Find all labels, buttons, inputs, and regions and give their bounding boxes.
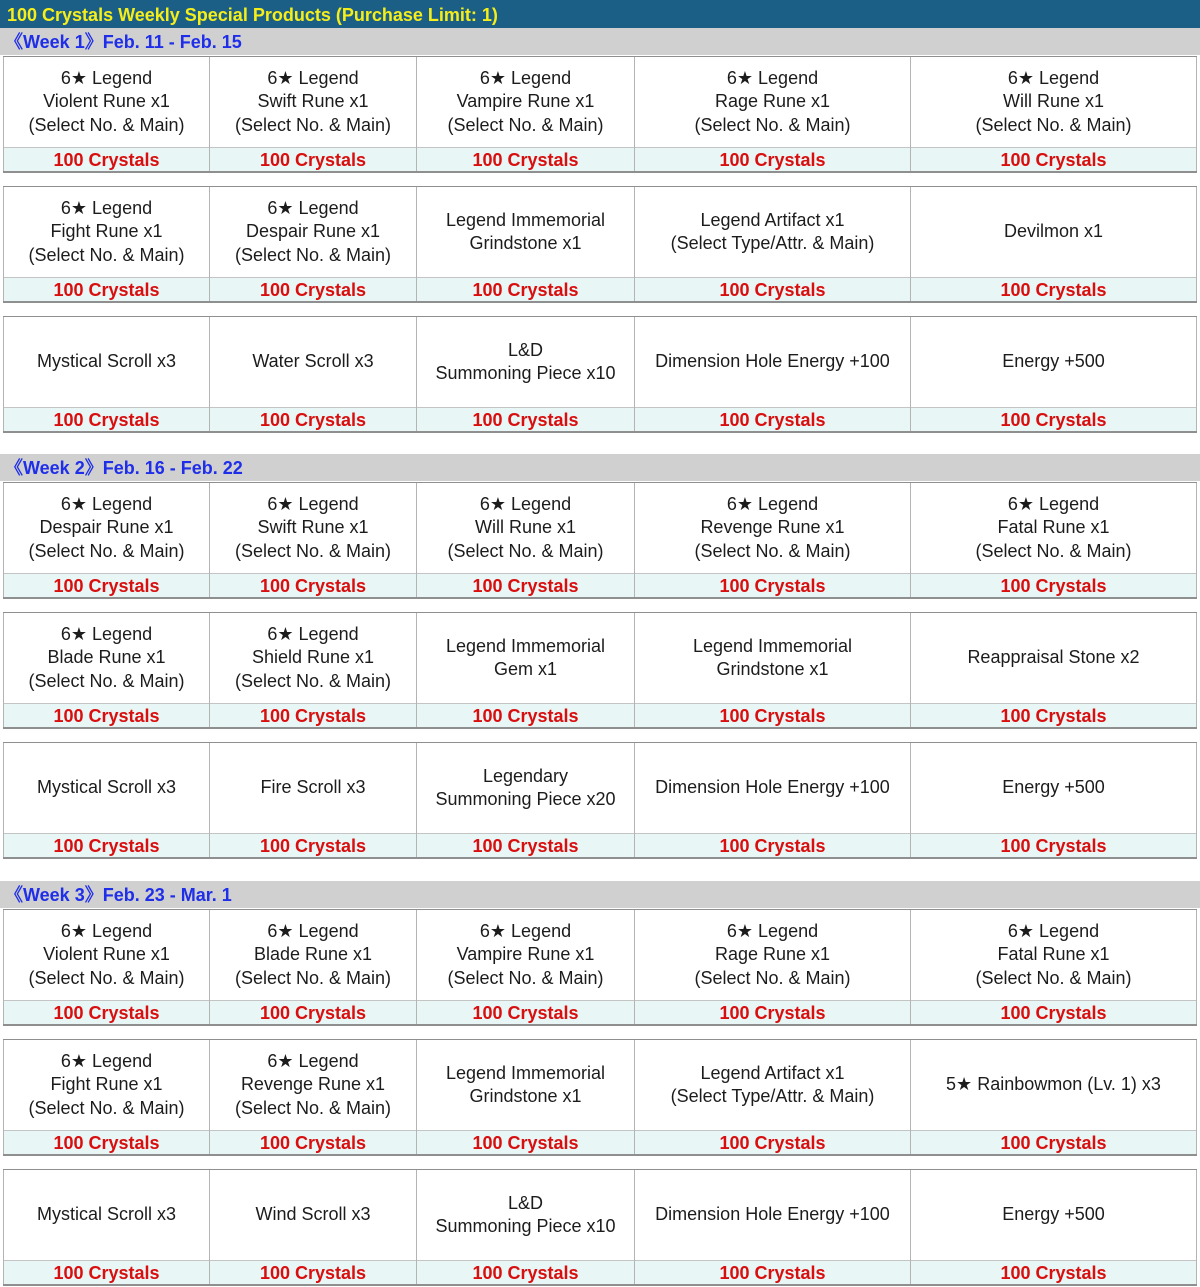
- product-row: [3, 1169, 1197, 1286]
- product-price: 100 Crystals: [635, 833, 910, 857]
- product-name: Mystical Scroll x3: [36, 1204, 177, 1225]
- product-name: Legend Artifact x1 (Select Type/Attr. & Main): [670, 209, 875, 253]
- product-cell: [635, 187, 911, 301]
- product-price: 100 Crystals: [911, 277, 1196, 301]
- product-name: Water Scroll x3: [252, 351, 374, 372]
- product-cell: [3, 317, 210, 431]
- product-cell: [3, 1040, 210, 1154]
- week-header: 《Week 1》Feb. 11 - Feb. 15: [0, 28, 1200, 55]
- product-price: 100 Crystals: [210, 573, 416, 597]
- product-name: 6★ Legend Blade Rune x1 (Select No. & Main): [28, 623, 185, 691]
- product-name: 6★ Legend Fatal Rune x1 (Select No. & Main): [975, 920, 1132, 988]
- product-name: L&D Summoning Piece x10: [435, 339, 616, 383]
- product-cell: [635, 743, 911, 857]
- product-name: 6★ Legend Despair Rune x1 (Select No. & Main): [28, 493, 185, 561]
- product-cell: [210, 317, 417, 431]
- product-name: Reappraisal Stone x2: [967, 647, 1140, 668]
- product-cell: [911, 1170, 1197, 1284]
- product-cell: [210, 187, 417, 301]
- product-name: Dimension Hole Energy +100: [655, 777, 890, 798]
- product-name: 6★ Legend Swift Rune x1 (Select No. & Main): [234, 493, 392, 561]
- product-name: Energy +500: [1002, 1204, 1105, 1225]
- product-price: 100 Crystals: [911, 1130, 1196, 1154]
- product-price: 100 Crystals: [635, 1000, 910, 1024]
- product-price: 100 Crystals: [911, 1260, 1196, 1284]
- product-cell: [3, 57, 210, 171]
- product-cell: [210, 1040, 417, 1154]
- product-name: Dimension Hole Energy +100: [655, 1204, 890, 1225]
- product-name: Legend Immemorial Grindstone x1: [692, 635, 853, 679]
- product-price: 100 Crystals: [417, 573, 634, 597]
- product-price: 100 Crystals: [4, 1260, 209, 1284]
- product-price: 100 Crystals: [4, 1000, 209, 1024]
- product-name: 6★ Legend Revenge Rune x1 (Select No. & Main): [234, 1050, 392, 1118]
- product-price: 100 Crystals: [911, 147, 1196, 171]
- product-name: 6★ Legend Rage Rune x1 (Select No. & Main): [694, 67, 851, 135]
- product-name: 6★ Legend Rage Rune x1 (Select No. & Main): [694, 920, 851, 988]
- product-price: 100 Crystals: [210, 833, 416, 857]
- product-price: 100 Crystals: [635, 1130, 910, 1154]
- product-price: 100 Crystals: [635, 277, 910, 301]
- product-row: [3, 742, 1197, 859]
- product-price: 100 Crystals: [210, 703, 416, 727]
- product-price: 100 Crystals: [417, 833, 634, 857]
- product-cell: [3, 910, 210, 1024]
- product-price: 100 Crystals: [210, 1130, 416, 1154]
- product-cell: [210, 910, 417, 1024]
- product-cell: [635, 910, 911, 1024]
- product-name: Fire Scroll x3: [260, 777, 366, 798]
- product-name: 6★ Legend Despair Rune x1 (Select No. & Main): [234, 197, 392, 265]
- product-price: 100 Crystals: [417, 1130, 634, 1154]
- product-price: 100 Crystals: [635, 147, 910, 171]
- product-price: 100 Crystals: [417, 1000, 634, 1024]
- product-cell: [911, 1040, 1197, 1154]
- product-price: 100 Crystals: [417, 407, 634, 431]
- product-price: 100 Crystals: [4, 1130, 209, 1154]
- product-name: 6★ Legend Blade Rune x1 (Select No. & Main): [234, 920, 392, 988]
- product-name: 6★ Legend Violent Rune x1 (Select No. & Main): [28, 920, 185, 988]
- product-name: L&D Summoning Piece x10: [435, 1192, 616, 1236]
- product-name: 6★ Legend Will Rune x1 (Select No. & Main): [975, 67, 1132, 135]
- product-name: Wind Scroll x3: [255, 1204, 371, 1225]
- product-cell: [911, 613, 1197, 727]
- week-header: 《Week 2》Feb. 16 - Feb. 22: [0, 454, 1200, 481]
- product-cell: [417, 317, 635, 431]
- product-price: 100 Crystals: [4, 147, 209, 171]
- product-name: 6★ Legend Fatal Rune x1 (Select No. & Main): [975, 493, 1132, 561]
- product-row: [3, 482, 1197, 599]
- product-price: 100 Crystals: [210, 1000, 416, 1024]
- product-name: 6★ Legend Fight Rune x1 (Select No. & Main): [28, 1050, 185, 1118]
- product-cell: [635, 317, 911, 431]
- product-price: 100 Crystals: [210, 407, 416, 431]
- product-cell: [911, 57, 1197, 171]
- product-name: Energy +500: [1002, 777, 1105, 798]
- product-name: Dimension Hole Energy +100: [655, 351, 890, 372]
- product-price: 100 Crystals: [911, 1000, 1196, 1024]
- product-price: 100 Crystals: [911, 407, 1196, 431]
- product-cell: [3, 743, 210, 857]
- product-cell: [911, 187, 1197, 301]
- product-price: 100 Crystals: [210, 277, 416, 301]
- product-price: 100 Crystals: [635, 407, 910, 431]
- product-name: Legend Immemorial Grindstone x1: [445, 209, 606, 253]
- product-name: 6★ Legend Vampire Rune x1 (Select No. & Main): [447, 920, 604, 988]
- product-name: Legend Artifact x1 (Select Type/Attr. & Main): [670, 1062, 875, 1106]
- product-price: 100 Crystals: [417, 277, 634, 301]
- product-cell: [210, 743, 417, 857]
- product-cell: [911, 910, 1197, 1024]
- product-cell: [911, 317, 1197, 431]
- product-price: 100 Crystals: [4, 573, 209, 597]
- product-cell: [635, 613, 911, 727]
- product-cell: [3, 1170, 210, 1284]
- product-row: [3, 1039, 1197, 1156]
- product-name: 6★ Legend Will Rune x1 (Select No. & Main): [447, 493, 604, 561]
- product-row: [3, 909, 1197, 1026]
- product-price: 100 Crystals: [210, 1260, 416, 1284]
- product-name: Mystical Scroll x3: [36, 351, 177, 372]
- product-cell: [417, 483, 635, 597]
- product-cell: [3, 613, 210, 727]
- product-name: 6★ Legend Revenge Rune x1 (Select No. & Main): [694, 493, 851, 561]
- product-cell: [417, 1170, 635, 1284]
- product-price: 100 Crystals: [4, 703, 209, 727]
- product-cell: [417, 57, 635, 171]
- product-cell: [911, 483, 1197, 597]
- product-name: 6★ Legend Fight Rune x1 (Select No. & Main): [28, 197, 185, 265]
- product-cell: [3, 483, 210, 597]
- product-cell: [417, 187, 635, 301]
- product-cell: [417, 613, 635, 727]
- product-name: Legendary Summoning Piece x20: [435, 765, 616, 809]
- product-price: 100 Crystals: [911, 703, 1196, 727]
- product-name: Devilmon x1: [1003, 221, 1104, 242]
- page-title: 100 Crystals Weekly Special Products (Purchase Limit: 1): [0, 0, 1200, 28]
- product-cell: [210, 613, 417, 727]
- product-price: 100 Crystals: [635, 573, 910, 597]
- product-price: 100 Crystals: [210, 147, 416, 171]
- product-row: [3, 612, 1197, 729]
- week-header: 《Week 3》Feb. 23 - Mar. 1: [0, 881, 1200, 908]
- product-price: 100 Crystals: [417, 147, 634, 171]
- product-name: Mystical Scroll x3: [36, 777, 177, 798]
- product-cell: [635, 57, 911, 171]
- product-cell: [210, 57, 417, 171]
- product-cell: [635, 1170, 911, 1284]
- product-row: [3, 316, 1197, 433]
- product-price: 100 Crystals: [417, 1260, 634, 1284]
- product-cell: [417, 910, 635, 1024]
- product-cell: [210, 1170, 417, 1284]
- product-row: [3, 56, 1197, 173]
- product-name: 6★ Legend Swift Rune x1 (Select No. & Main): [234, 67, 392, 135]
- product-cell: [417, 743, 635, 857]
- product-price: 100 Crystals: [911, 573, 1196, 597]
- product-price: 100 Crystals: [4, 277, 209, 301]
- product-name: Energy +500: [1002, 351, 1105, 372]
- product-price: 100 Crystals: [4, 407, 209, 431]
- product-price: 100 Crystals: [635, 1260, 910, 1284]
- product-cell: [3, 187, 210, 301]
- product-name: 5★ Rainbowmon (Lv. 1) x3: [946, 1074, 1161, 1095]
- product-name: 6★ Legend Vampire Rune x1 (Select No. & Main): [447, 67, 604, 135]
- product-cell: [911, 743, 1197, 857]
- product-row: [3, 186, 1197, 303]
- product-cell: [635, 483, 911, 597]
- product-name: 6★ Legend Shield Rune x1 (Select No. & Main): [234, 623, 392, 691]
- product-cell: [210, 483, 417, 597]
- product-price: 100 Crystals: [4, 833, 209, 857]
- product-cell: [417, 1040, 635, 1154]
- product-cell: [635, 1040, 911, 1154]
- product-name: Legend Immemorial Grindstone x1: [445, 1062, 606, 1106]
- product-price: 100 Crystals: [417, 703, 634, 727]
- product-name: Legend Immemorial Gem x1: [445, 635, 606, 679]
- product-price: 100 Crystals: [635, 703, 910, 727]
- product-price: 100 Crystals: [911, 833, 1196, 857]
- product-name: 6★ Legend Violent Rune x1 (Select No. & Main): [28, 67, 185, 135]
